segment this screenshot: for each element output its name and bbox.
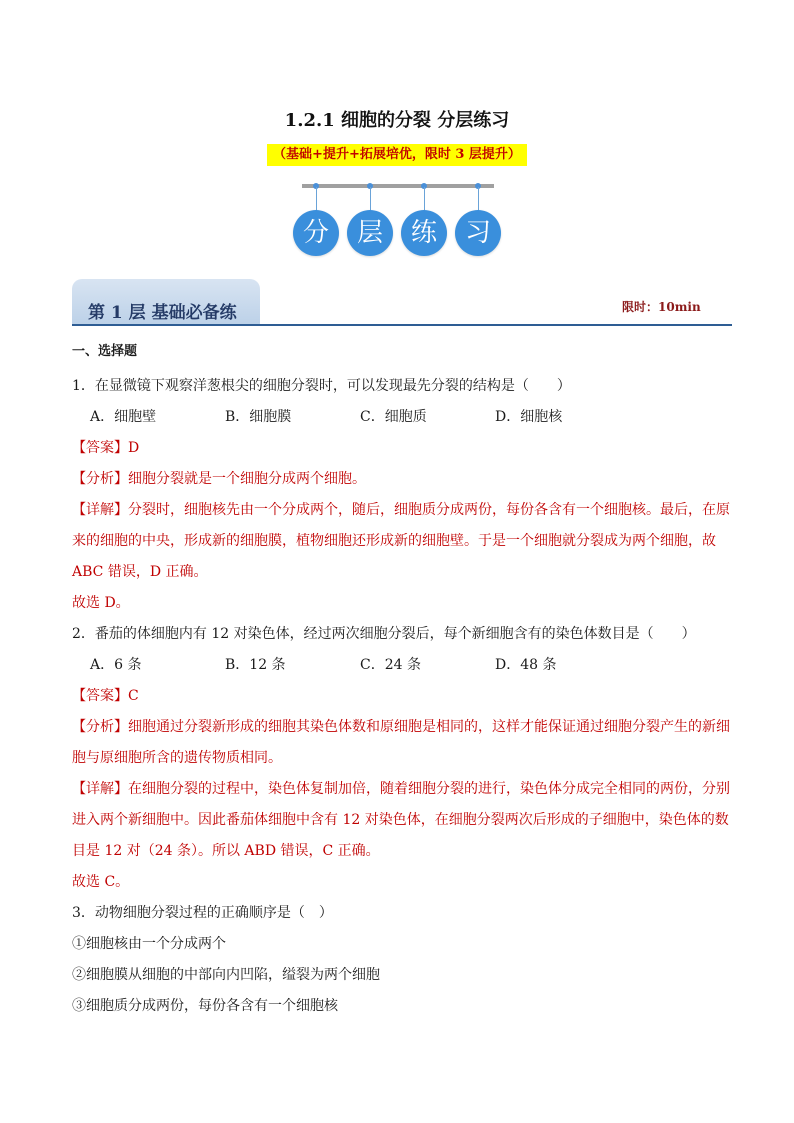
badge-fen: 分 — [293, 210, 339, 256]
option-a: A．6 条 — [90, 657, 142, 673]
option-c: C．24 条 — [360, 657, 421, 673]
question-2-choice: 故选 C。 — [72, 874, 130, 890]
badge-lian: 练 — [401, 210, 447, 256]
question-1-options — [72, 402, 732, 433]
option-a: A．细胞壁 — [90, 409, 157, 425]
level-label: 第 1 层 基础必备练 — [88, 303, 237, 323]
subtitle-wrap — [0, 143, 794, 166]
question-1-choice: 故选 D。 — [72, 595, 130, 611]
question-1-answer — [72, 433, 732, 464]
question-1-detail — [72, 495, 732, 588]
question-3-item-2: ②细胞膜从细胞的中部向内凹陷，缢裂为两个细胞 — [72, 967, 380, 983]
questions-content — [72, 342, 732, 1022]
banner-rail — [302, 184, 494, 188]
section-title: 一、选择题 — [72, 344, 138, 359]
analysis-text: 细胞分裂就是一个细胞分成两个细胞。 — [128, 471, 366, 487]
option-b: B．12 条 — [225, 657, 286, 673]
detail-text: 在细胞分裂的过程中，染色体复制加倍，随着细胞分裂的进行，染色体分成完全相同的两份，分别进入两个新细胞中。因此番茄体细胞中含有 12 对染色体，在细胞分裂两次后形成的子细胞中，染色体的数目是 12 对（24 条）。所以 ABD 错误，C 正确。 — [72, 781, 730, 859]
detail-tag: 【详解】 — [72, 781, 128, 797]
analysis-tag: 【分析】 — [72, 719, 128, 735]
question-3-stem: 3．动物细胞分裂过程的正确顺序是（ ） — [72, 905, 333, 921]
badge-ceng: 层 — [347, 210, 393, 256]
question-3-item-1: ①细胞核由一个分成两个 — [72, 936, 226, 952]
question-3-item-3: ③细胞质分成两份，每份各含有一个细胞核 — [72, 998, 338, 1014]
question-1-analysis — [72, 464, 732, 495]
question-2-stem: 2．番茄的体细胞内有 12 对染色体，经过两次细胞分裂后，每个新细胞含有的染色体数目是（ ） — [72, 626, 696, 642]
answer-tag: 【答案】 — [72, 688, 128, 704]
subtitle: （基础+提升+拓展培优，限时 3 层提升） — [267, 144, 527, 166]
answer-value: C — [128, 688, 139, 704]
badge-xi: 习 — [455, 210, 501, 256]
option-d: D．细胞核 — [495, 409, 563, 425]
analysis-tag: 【分析】 — [72, 471, 128, 487]
question-2-answer — [72, 681, 732, 712]
level-divider — [72, 324, 732, 326]
question-2-options — [72, 650, 732, 681]
answer-tag: 【答案】 — [72, 440, 128, 456]
time-limit: 限时：10min — [622, 300, 701, 314]
detail-text: 分裂时，细胞核先由一个分成两个，随后，细胞质分成两份，每份各含有一个细胞核。最后，在原来的细胞的中央，形成新的细胞膜，植物细胞还形成新的细胞壁。于是一个细胞就分裂成为两个细胞，故 ABC 错误，D 正确。 — [72, 502, 730, 580]
page-title: 1.2.1 细胞的分裂 分层练习 — [284, 110, 510, 131]
analysis-text: 细胞通过分裂新形成的细胞其染色体数和原细胞是相同的，这样才能保证通过细胞分裂产生的新细胞与原细胞所含的遗传物质相同。 — [72, 719, 730, 766]
option-c: C．细胞质 — [360, 409, 427, 425]
question-2-detail — [72, 774, 732, 867]
option-d: D．48 条 — [495, 657, 557, 673]
option-b: B．细胞膜 — [225, 409, 292, 425]
answer-value: D — [128, 440, 140, 456]
detail-tag: 【详解】 — [72, 502, 128, 518]
question-2-analysis — [72, 712, 732, 774]
question-1-stem: 1．在显微镜下观察洋葱根尖的细胞分裂时，可以发现最先分裂的结构是（ ） — [72, 378, 571, 394]
